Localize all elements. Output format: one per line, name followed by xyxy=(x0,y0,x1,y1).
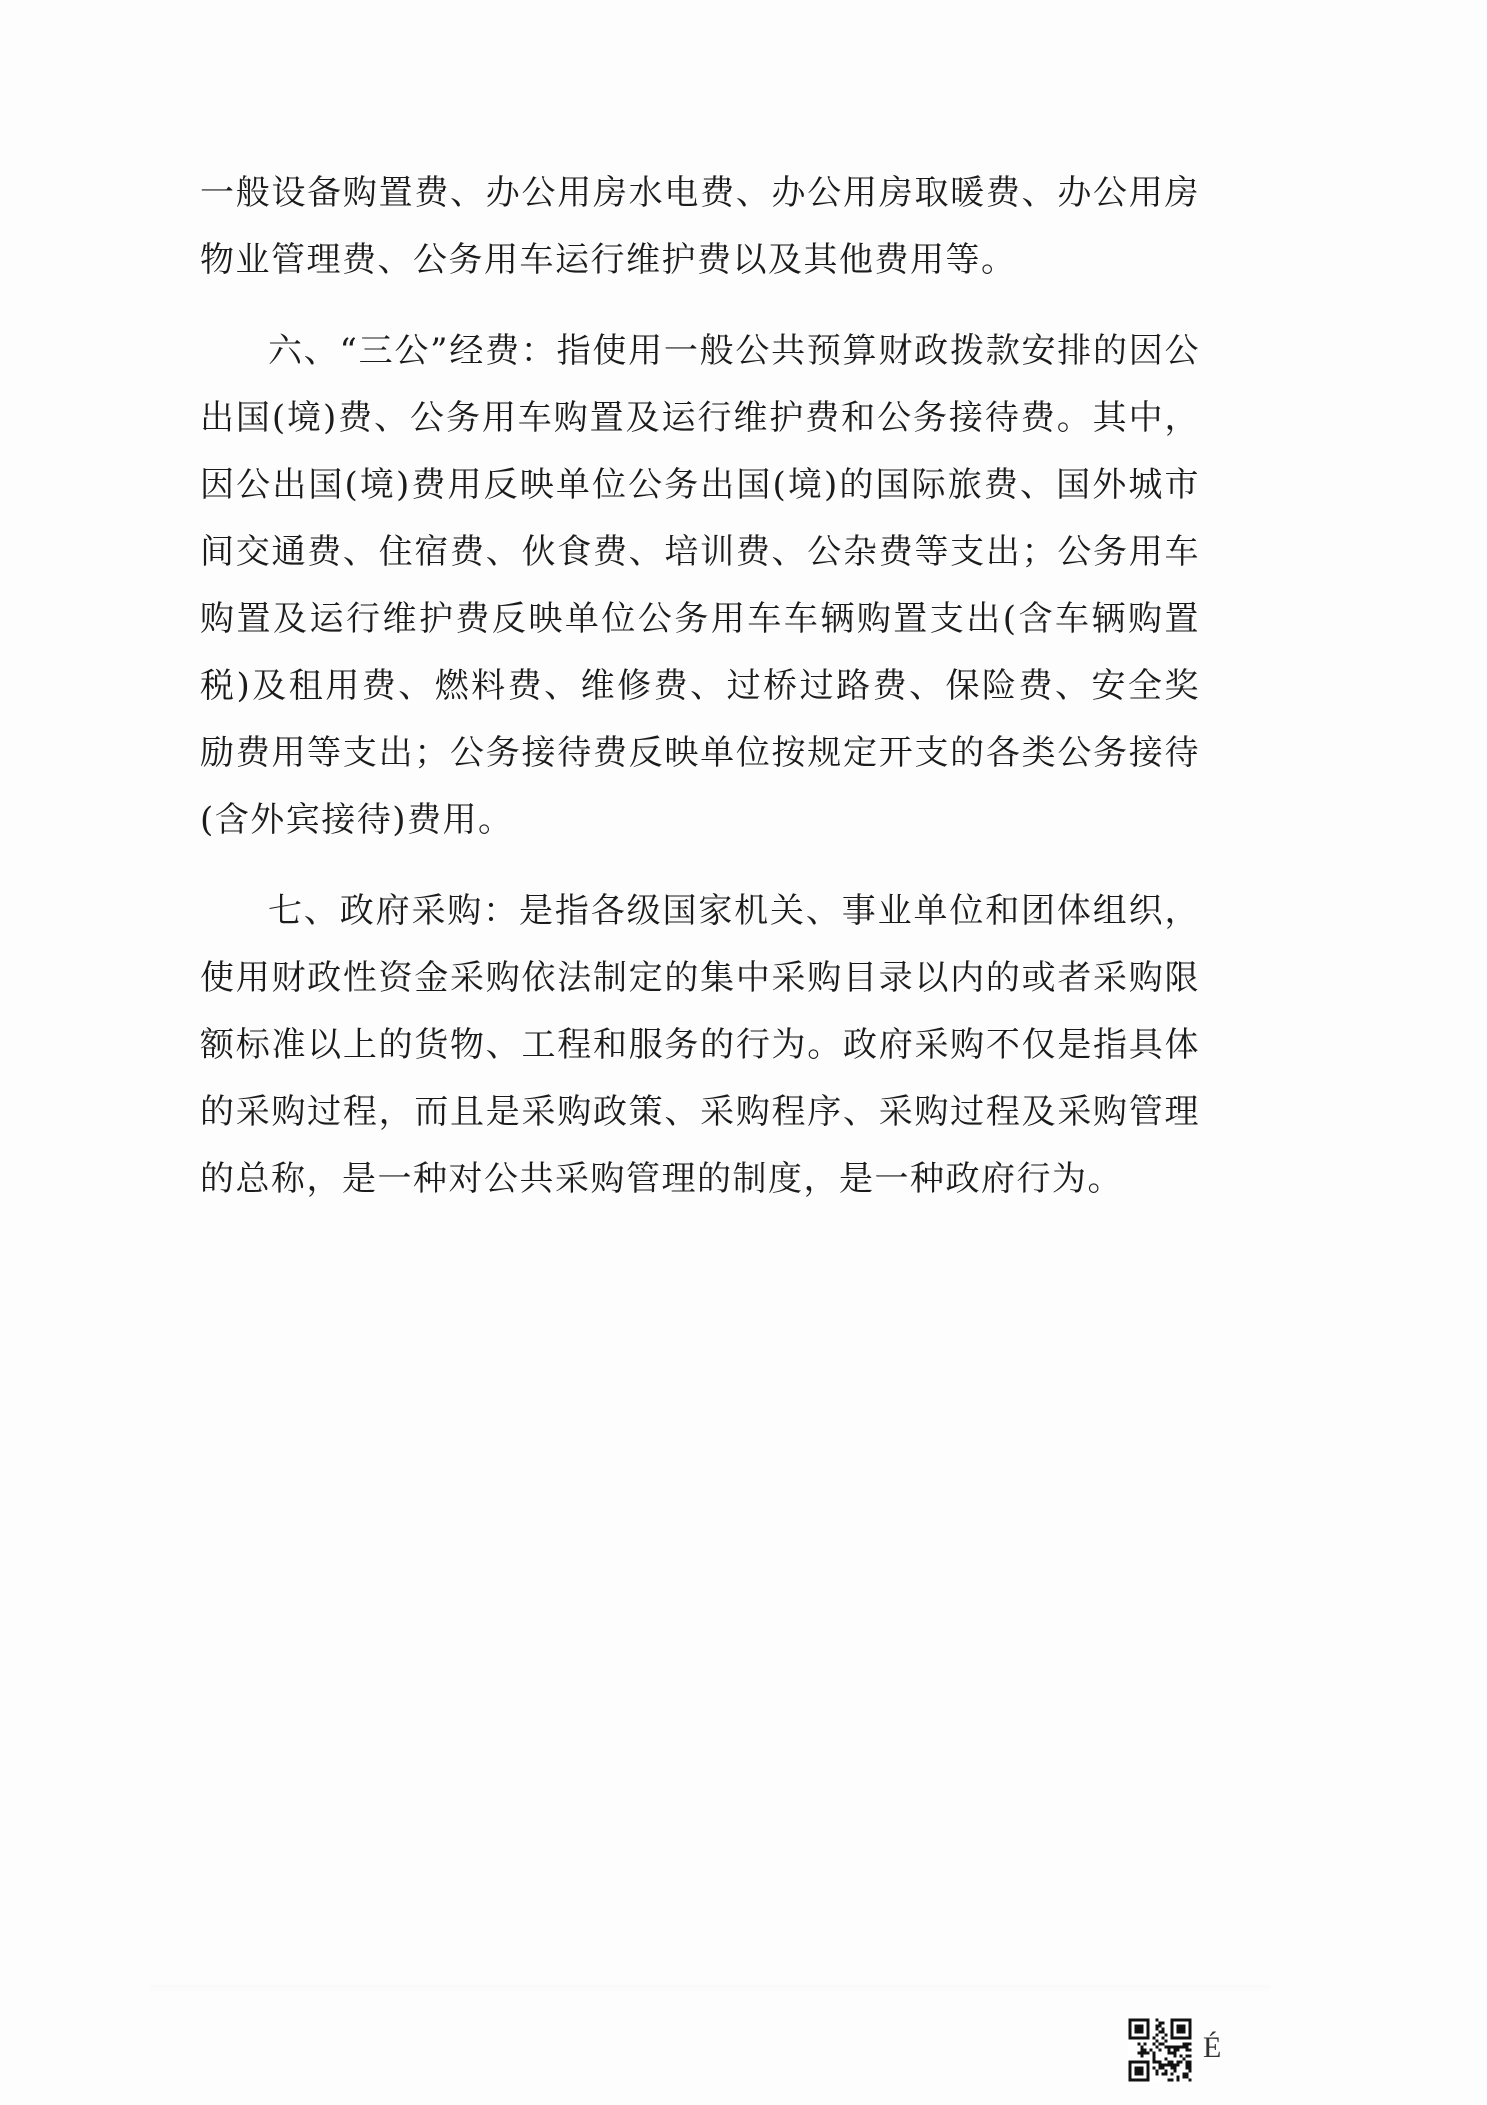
paragraph-government-procurement: 七、政府采购：是指各级国家机关、事业单位和团体组织，使用财政性资金采购依法制定的集中采购目录以内的或者采购限额标准以上的货物、工程和服务的行为。政府采购不仅是指具体的采购过程，而且是采购政策、采购程序、采购过程及采购管理的总称，是一种对公共采购管理的制度，是一种政府行为。 xyxy=(200,891,1200,1199)
corner-mark: É xyxy=(1203,2031,1222,2064)
paragraph-continued-expenses: 一般设备购置费、办公用房水电费、办公用房取暖费、办公用房物业管理费、公务用车运行维护费以及其他费用等。 xyxy=(200,173,1200,280)
document-body xyxy=(200,160,1200,1237)
qr-code-icon xyxy=(1128,2018,1192,2082)
paragraph-three-public-expenses: 六、“三公”经费：指使用一般公共预算财政拨款安排的因公出国(境)费、公务用车购置及运行维护费和公务接待费。其中，因公出国(境)费用反映单位公务出国(境)的国际旅费、国外城市间交通费、住宿费、伙食费、培训费、公杂费等支出；公务用车购置及运行维护费反映单位公务用车车辆购置支出(含车辆购置税)及租用费、燃料费、维修费、过桥过路费、保险费、安全奖励费用等支出；公务接待费反映单位按规定开支的各类公务接待(含外宾接待)费用。 xyxy=(200,331,1200,840)
scan-shadow xyxy=(150,1985,1270,1993)
